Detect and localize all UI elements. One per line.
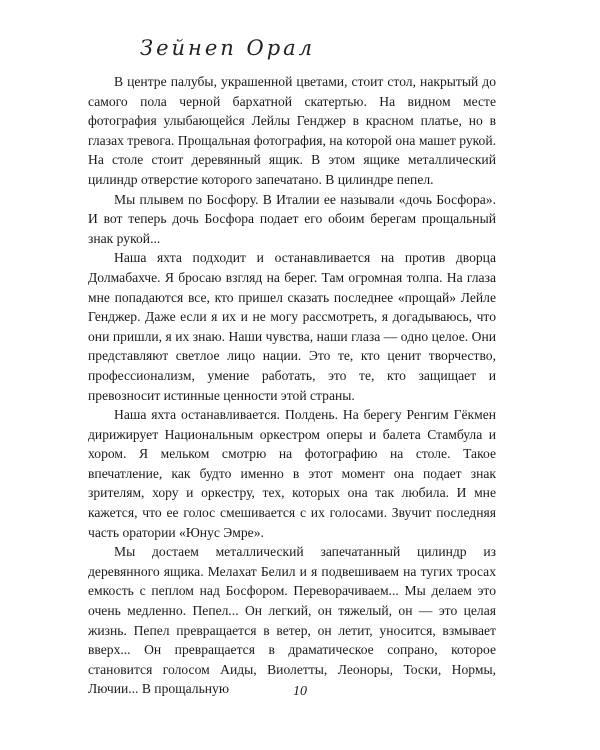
paragraph: В центре палубы, украшенной цветами, стоит стол, накрытый до самого пола черной бархатной скатертью. На видном месте фотография улыбающейся Лейлы Генджер в красном платье, но в глазах тревога. Прощальная фотография, на которой она машет рукой. На столе стоит деревянный ящик. В этом ящике металлический цилиндр отверстие которого запечатано. В цилиндре пепел.: [88, 74, 497, 187]
running-head-author: Зейнеп Орал: [140, 36, 316, 60]
body-text: [88, 72, 496, 699]
paragraph: Наша яхта останавливается. Полдень. На берегу Ренгим Гёкмен дирижирует Национальным оркестром оперы и балета Стамбула и хором. Я мельком смотрю на фотографию на столе. Такое впечатление, как будто именно в этот момент она подает знак зрителям, хору и оркестру, тех, которых она так любила. И мне кажется, что ее голос смешивается с их голосами. Звучит последняя часть оратории «Юнус Эмре».: [88, 407, 496, 540]
paragraph: Наша яхта подходит и останавливается на против дворца Долмабахче. Я бросаю взгляд на берег. Там огромная толпа. На глаза мне попадаются все, кто пришел сказать последнее «прощай» Лейле Генджер. Даже если я их и не могу рассмотреть, я догадываюсь, что они пришли, я их знаю. Наши чувства, наши глаза — одно целое. Они представляют светлое лицо нации. Это те, кто ценит творчество, профессионализм, умение работать, это те, кто защищает и превозносит истинные ценности этой страны.: [88, 250, 496, 403]
paragraph: Мы плывем по Босфору. В Италии ее называли «дочь Босфора». И вот теперь дочь Босфора подает его обоим берегам прощальный знак рукой...: [88, 191, 496, 246]
page-number: 10: [293, 684, 307, 699]
paragraph: Мы достаем металлический запечатанный цилиндр из деревянного ящика. Мелахат Белил и я подвешиваем на тугих тросах емкость с пеплом над Босфором. Переворачиваем... Мы делаем это очень медленно. Пепел... Он легкий, он тяжелый, он — это целая жизнь. Пепел превращается в ветер, он летит, уносится, взмывает вверх... Он превращается в драматическое сопрано, которое становится голосом Аиды, Виолетты, Леоноры, Тоски, Нормы, Лючии... В прощальную: [88, 544, 496, 697]
